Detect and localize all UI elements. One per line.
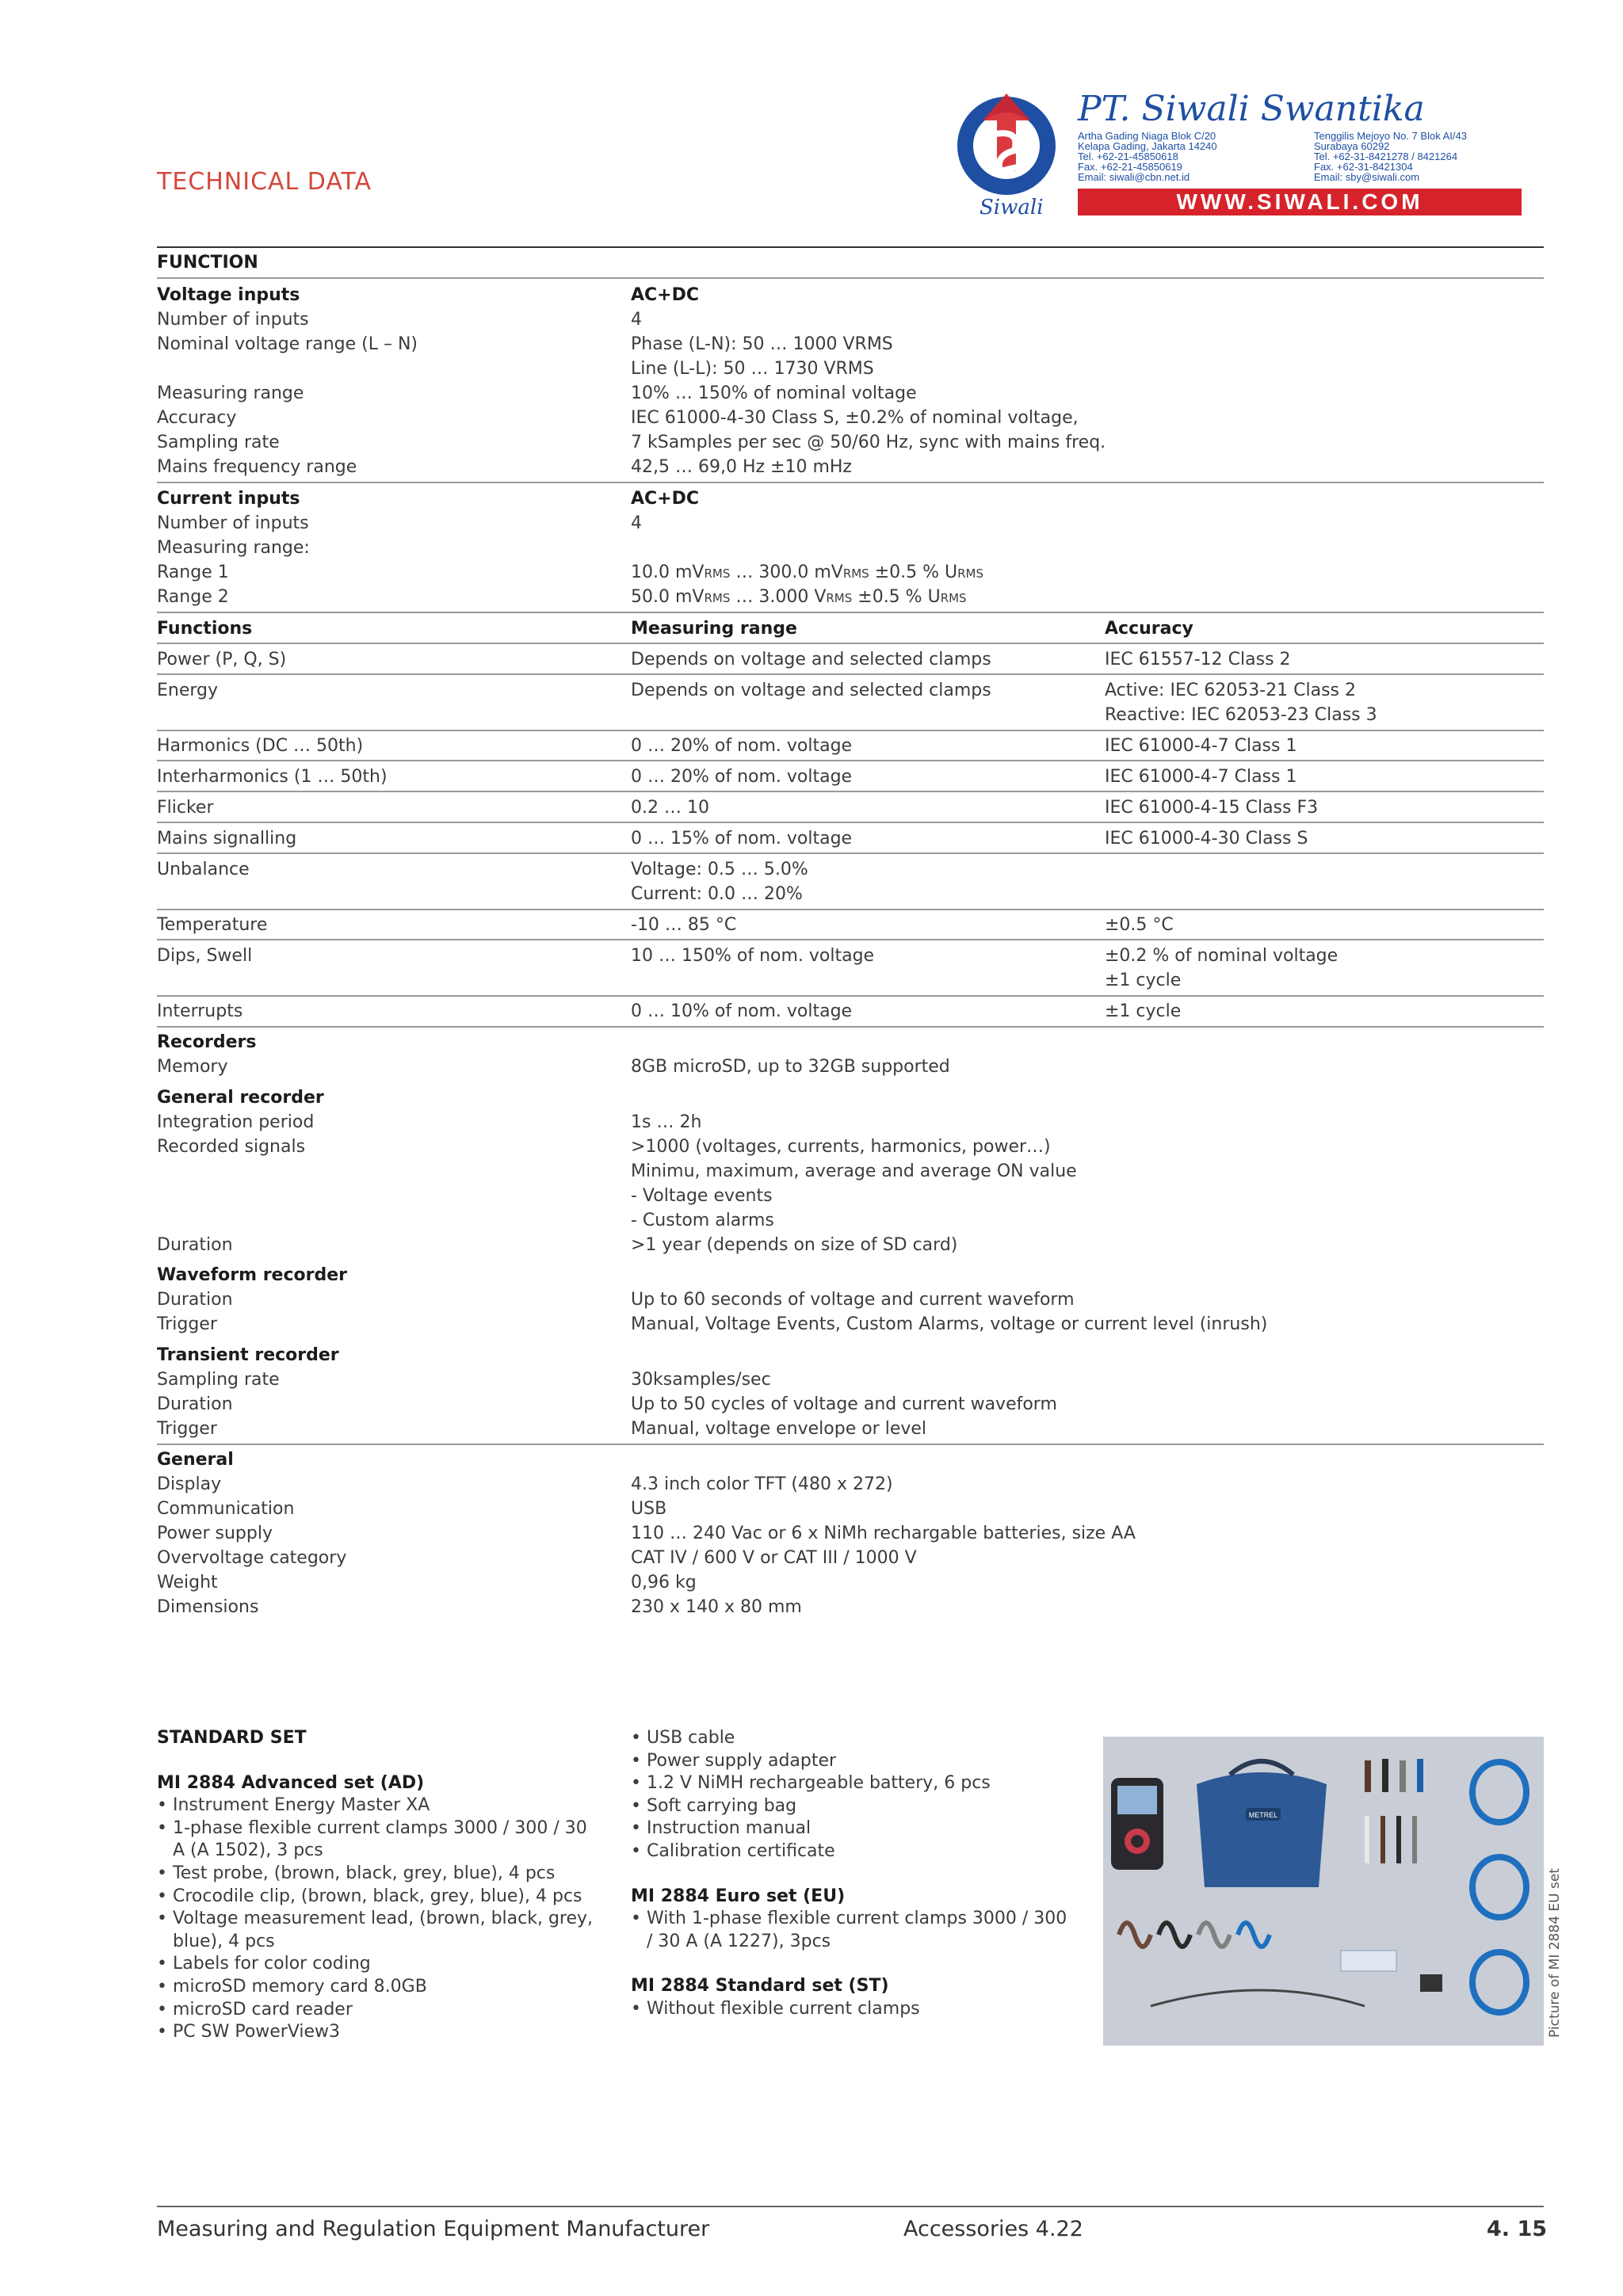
spec-label: Range 1 (157, 563, 229, 582)
list-item: • Calibration certificate (631, 1840, 1075, 1863)
function-range: 0.2 … 10 (631, 798, 709, 818)
function-accuracy: IEC 61000-4-30 Class S (1105, 829, 1308, 849)
function-heading: FUNCTION (157, 253, 258, 273)
spec-label: Memory (157, 1057, 228, 1077)
spec-value: 4.3 inch color TFT (480 x 272) (631, 1474, 893, 1494)
divider (157, 277, 1544, 279)
spec-label: Accuracy (157, 408, 237, 428)
functions-header-name: Functions (157, 619, 253, 639)
divider (157, 612, 1544, 613)
spec-value: Line (L-L): 50 … 1730 VRMS (631, 359, 874, 379)
spec-value: Up to 60 seconds of voltage and current waveform (631, 1290, 1075, 1310)
page-number: 4. 15 (1487, 2217, 1548, 2241)
function-name: Interrupts (157, 1001, 243, 1021)
divider (157, 995, 1544, 997)
logo-address-left-4: Fax. +62-21-45850619 (1078, 161, 1182, 173)
spec-label: Mains frequency range (157, 457, 357, 477)
spec-label: Integration period (157, 1112, 315, 1132)
spec-value: Up to 50 cycles of voltage and current waveform (631, 1394, 1057, 1414)
function-accuracy: ±0.5 °C (1105, 915, 1174, 935)
list-item: • Soft carrying bag (631, 1795, 1075, 1818)
spec-value: 10% … 150% of nominal voltage (631, 383, 917, 403)
spec-value: 1s … 2h (631, 1112, 702, 1132)
footer-divider (157, 2206, 1544, 2207)
spec-value: Phase (L-N): 50 … 1000 VRMS (631, 334, 893, 354)
divider (157, 482, 1544, 483)
company-logo (948, 89, 1528, 222)
spec-label: Duration (157, 1290, 233, 1310)
svg-text:METREL: METREL (1248, 1811, 1278, 1819)
spec-value: >1 year (depends on size of SD card) (631, 1235, 958, 1255)
spec-label: Number of inputs (157, 513, 309, 533)
spec-value: Manual, voltage envelope or level (631, 1419, 927, 1439)
spec-label: Overvoltage category (157, 1548, 347, 1568)
list-item: • With 1-phase flexible current clamps 3000 / 300 / 30 A (A 1227), 3pcs (631, 1908, 1075, 1953)
spec-label: Communication (157, 1499, 295, 1519)
spec-value: CAT IV / 600 V or CAT III / 1000 V (631, 1548, 917, 1568)
euro-set-list (631, 1908, 1075, 1953)
spec-label: Duration (157, 1394, 233, 1414)
footer-center-text: Accessories 4.22 (903, 2217, 1083, 2241)
spec-label: Weight (157, 1573, 218, 1592)
list-item: • microSD card reader (157, 1999, 601, 2022)
function-accuracy: ±1 cycle (1105, 971, 1182, 990)
divider (157, 730, 1544, 731)
current-range-1-value: 10.0 mVRMS … 300.0 mVRMS ±0.5 % URMS (631, 563, 984, 582)
general-recorder-heading: General recorder (157, 1088, 324, 1108)
general-heading: General (157, 1450, 234, 1470)
list-item: • Labels for color coding (157, 1953, 601, 1976)
spec-value: - Custom alarms (631, 1211, 774, 1230)
waveform-recorder-heading: Waveform recorder (157, 1265, 348, 1285)
list-item: • 1.2 V NiMH rechargeable battery, 6 pcs (631, 1772, 1075, 1795)
function-name: Power (P, Q, S) (157, 650, 287, 669)
list-item: • Crocodile clip, (brown, black, grey, blue), 4 pcs (157, 1886, 601, 1909)
function-name: Energy (157, 681, 219, 700)
standard-set-title: MI 2884 Standard set (ST) (631, 1976, 889, 1997)
logo-website: WWW.SIWALI.COM (1176, 189, 1423, 214)
spec-value: 8GB microSD, up to 32GB supported (631, 1057, 950, 1077)
list-item: • Instruction manual (631, 1817, 1075, 1840)
function-range: Current: 0.0 … 20% (631, 884, 803, 904)
spec-label: Measuring range (157, 383, 304, 403)
function-name: Temperature (157, 915, 268, 935)
spec-value: 230 x 140 x 80 mm (631, 1597, 802, 1617)
function-accuracy: IEC 61000-4-7 Class 1 (1105, 767, 1297, 787)
divider (157, 939, 1544, 940)
function-accuracy: IEC 61557-12 Class 2 (1105, 650, 1291, 669)
advanced-set-title: MI 2884 Advanced set (AD) (157, 1772, 425, 1793)
spec-label: Trigger (157, 1314, 217, 1334)
transient-recorder-heading: Transient recorder (157, 1345, 339, 1365)
standard-set-list (631, 1998, 1075, 2021)
function-accuracy: Reactive: IEC 62053-23 Class 3 (1105, 705, 1377, 725)
euro-set-title: MI 2884 Euro set (EU) (631, 1886, 846, 1906)
advanced-set-list (157, 1794, 601, 2044)
spec-label: Measuring range: (157, 538, 310, 558)
logo-address-left-2: Kelapa Gading, Jakarta 14240 (1078, 140, 1217, 152)
spec-label: Display (157, 1474, 222, 1494)
list-item: • microSD memory card 8.0GB (157, 1976, 601, 1999)
current-inputs-type: AC+DC (631, 489, 700, 509)
product-photo (1103, 1737, 1544, 2046)
function-range: 0 … 20% of nom. voltage (631, 736, 853, 756)
photo-caption: Picture of MI 2884 EU set (1547, 1868, 1563, 2038)
spec-label: Range 2 (157, 587, 229, 607)
logo-mark-text: Siwali (980, 196, 1044, 219)
logo-address-right-2: Surabaya 60292 (1314, 140, 1390, 152)
recorders-heading: Recorders (157, 1032, 257, 1052)
function-name: Flicker (157, 798, 214, 818)
spec-label: Dimensions (157, 1597, 259, 1617)
function-accuracy: Active: IEC 62053-21 Class 2 (1105, 681, 1356, 700)
spec-value: 4 (631, 513, 642, 533)
logo-address-left-3: Tel. +62-21-45850618 (1078, 151, 1178, 162)
spec-value: 4 (631, 310, 642, 330)
divider (157, 760, 1544, 761)
voltage-inputs-heading: Voltage inputs (157, 285, 300, 305)
function-accuracy: IEC 61000-4-7 Class 1 (1105, 736, 1297, 756)
spec-value: IEC 61000-4-30 Class S, ±0.2% of nominal voltage, (631, 408, 1079, 428)
spec-value: 42,5 … 69,0 Hz ±10 mHz (631, 457, 852, 477)
function-name: Dips, Swell (157, 946, 253, 966)
advanced-set-list-continued (631, 1727, 1075, 1863)
current-range-2-value: 50.0 mVRMS … 3.000 VRMS ±0.5 % URMS (631, 587, 967, 607)
function-accuracy: ±0.2 % of nominal voltage (1105, 946, 1338, 966)
spec-label: Trigger (157, 1419, 217, 1439)
function-accuracy: IEC 61000-4-15 Class F3 (1105, 798, 1319, 818)
page-title: TECHNICAL DATA (157, 168, 372, 196)
logo-address-right-5: Email: sby@siwali.com (1314, 171, 1420, 183)
list-item: • PC SW PowerView3 (157, 2021, 601, 2044)
list-item: • Instrument Energy Master XA (157, 1794, 601, 1817)
spec-label: Power supply (157, 1524, 273, 1543)
spec-value: Minimu, maximum, average and average ON value (631, 1161, 1077, 1181)
function-range: Depends on voltage and selected clamps (631, 681, 991, 700)
function-range: 0 … 20% of nom. voltage (631, 767, 853, 787)
function-range: -10 … 85 °C (631, 915, 737, 935)
standard-set-column-1 (157, 1727, 601, 2044)
logo-address-left-5: Email: siwali@cbn.net.id (1078, 171, 1190, 183)
logo-address-left-1: Artha Gading Niaga Blok C/20 (1078, 130, 1216, 142)
voltage-inputs-type: AC+DC (631, 285, 700, 305)
list-item: • Voltage measurement lead, (brown, black, grey, blue), 4 pcs (157, 1908, 601, 1953)
list-item: • Test probe, (brown, black, grey, blue), 4 pcs (157, 1863, 601, 1886)
spec-value: Manual, Voltage Events, Custom Alarms, voltage or current level (inrush) (631, 1314, 1268, 1334)
spec-value: - Voltage events (631, 1186, 773, 1206)
logo-address-right-4: Fax. +62-31-8421304 (1314, 161, 1413, 173)
functions-header-accuracy: Accuracy (1105, 619, 1193, 639)
function-accuracy: ±1 cycle (1105, 1001, 1182, 1021)
spec-label: Duration (157, 1235, 233, 1255)
list-item: • USB cable (631, 1727, 1075, 1750)
standard-set-heading: STANDARD SET (157, 1728, 307, 1748)
spec-label: Number of inputs (157, 310, 309, 330)
function-range: 0 … 15% of nom. voltage (631, 829, 853, 849)
carrying-bag-icon (1197, 1772, 1327, 1887)
spec-label: Nominal voltage range (L – N) (157, 334, 418, 354)
function-name: Interharmonics (1 … 50th) (157, 767, 388, 787)
standard-set-column-2 (631, 1727, 1075, 2021)
spec-label: Recorded signals (157, 1137, 306, 1157)
divider (157, 1444, 1544, 1445)
function-range: 0 … 10% of nom. voltage (631, 1001, 853, 1021)
divider (157, 852, 1544, 854)
logo-address-right-3: Tel. +62-31-8421278 / 8421264 (1314, 151, 1458, 162)
list-item: • 1-phase flexible current clamps 3000 / 300 / 30 A (A 1502), 3 pcs (157, 1817, 601, 1863)
spec-value: USB (631, 1499, 667, 1519)
list-item: • Without flexible current clamps (631, 1998, 1075, 2021)
divider (157, 643, 1544, 644)
list-item: • Power supply adapter (631, 1750, 1075, 1773)
spec-value: 30ksamples/sec (631, 1370, 771, 1390)
function-name: Harmonics (DC … 50th) (157, 736, 364, 756)
divider (157, 909, 1544, 910)
spec-value: >1000 (voltages, currents, harmonics, power…) (631, 1137, 1051, 1157)
function-name: Mains signalling (157, 829, 297, 849)
logo-address-right-1: Tenggilis Mejoyo No. 7 Blok AI/43 (1314, 130, 1467, 142)
divider (157, 1026, 1544, 1028)
spec-label: Sampling rate (157, 1370, 280, 1390)
divider (157, 791, 1544, 792)
function-name: Unbalance (157, 860, 250, 879)
spec-value: 110 … 240 Vac or 6 x NiMh rechargable batteries, size AA (631, 1524, 1136, 1543)
function-range: Voltage: 0.5 … 5.0% (631, 860, 808, 879)
function-range: Depends on voltage and selected clamps (631, 650, 991, 669)
divider (157, 822, 1544, 823)
functions-header-range: Measuring range (631, 619, 797, 639)
divider (157, 673, 1544, 675)
footer-left-text: Measuring and Regulation Equipment Manufacturer (157, 2217, 710, 2241)
spec-value: 0,96 kg (631, 1573, 697, 1592)
current-inputs-heading: Current inputs (157, 489, 300, 509)
function-range: 10 … 150% of nom. voltage (631, 946, 875, 966)
logo-company-name: PT. Siwali Swantika (1078, 89, 1425, 129)
header-divider (157, 246, 1544, 248)
spec-value: 7 kSamples per sec @ 50/60 Hz, sync with mains freq. (631, 433, 1106, 452)
spec-label: Sampling rate (157, 433, 280, 452)
